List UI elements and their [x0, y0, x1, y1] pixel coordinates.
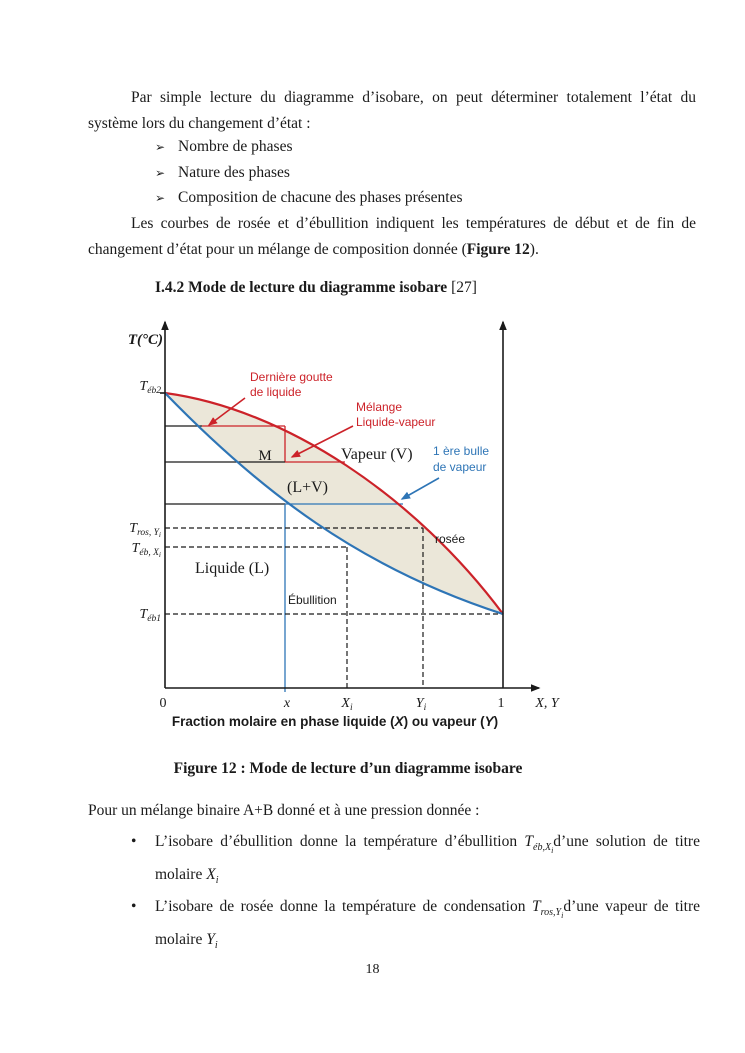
tick-teb-xi: $T_{éb, X}i$: [131, 541, 161, 559]
bullet-text: L’isobare de rosée donne la température de condensation: [155, 898, 533, 915]
paragraph-curves: [88, 211, 696, 263]
tick-teb2: $T_{éb2}$: [139, 379, 161, 396]
dot-bullet-list: [88, 826, 700, 956]
math-T: T: [532, 898, 541, 915]
arrow-bullet-list: [88, 134, 715, 211]
last-drop-annotation: Dernière goutte de liquide: [250, 370, 333, 399]
math-Xi: X: [206, 865, 216, 883]
tick-tros-yi: $T_{ros, Y}i$: [129, 521, 161, 539]
section-heading: [155, 278, 477, 298]
math-T-sub: éb,X: [533, 842, 552, 854]
math-T-subsub: i: [551, 846, 554, 856]
bullet-text: L’isobare d’ébullition donne la température d’ébullition: [155, 833, 525, 850]
vapor-region-label: Vapeur (V): [341, 446, 413, 463]
page-number: 18: [365, 962, 380, 977]
liquid-region-label: Liquide (L): [195, 560, 270, 577]
paragraph-intro: [88, 85, 696, 137]
x-axis-label: X, Y: [535, 696, 559, 711]
tick-xi: $X_i$: [341, 696, 353, 713]
arrow-bullet-icon: ➢: [155, 191, 166, 205]
boiling-curve-label: Ébullition: [288, 593, 337, 607]
mixture-annotation: Mélange Liquide-vapeur: [356, 400, 436, 429]
isobar-diagram: [95, 306, 565, 740]
dot-bullet-icon: •: [131, 898, 137, 915]
first-bubble-arrow: [402, 478, 439, 499]
dot-bullet-icon: •: [131, 833, 137, 850]
paragraph-intro-text: Par simple lecture du diagramme d’isobare, on peut déterminer totalement l’état du système lors du changement d’état :: [88, 89, 696, 132]
tick-teb1: $T_{éb1}$: [139, 607, 161, 624]
math-Xi-sub: i: [215, 874, 219, 886]
paragraph-curves-text: Les courbes de rosée et d’ébullition indiquent les températures de début et de fin de changement d’état pour un mélange de composition donnée (: [88, 215, 696, 258]
figure-caption: Figure 12 : Mode de lecture d’un diagramme isobare: [173, 760, 523, 777]
arrow-bullet-icon: ➢: [155, 165, 166, 180]
citation-reference: [27]: [451, 279, 477, 296]
math-Yi: Y: [206, 930, 215, 948]
bullet-text: d’une vapeur de titre molaire: [155, 898, 700, 948]
list-item-text: Composition de chacune des phases présentes: [178, 189, 463, 206]
first-bubble-annotation: 1 ère bulle de vapeur: [433, 444, 490, 474]
y-axis-label: T(°C): [127, 332, 163, 348]
list-item-text: Nature des phases: [178, 163, 290, 181]
list-item-ebullition: [88, 826, 700, 891]
two-phase-label: (L+V): [287, 479, 329, 496]
dew-curve-label: rosée: [435, 532, 466, 546]
list-item-rosee: [88, 891, 700, 956]
math-T-sub: ros,Y: [540, 907, 562, 919]
figure-reference: Figure 12: [466, 241, 530, 258]
point-m-label: M: [258, 448, 272, 464]
tick-yi: $Y_i$: [415, 696, 427, 713]
tick-one: 1: [497, 696, 505, 711]
tick-x: x: [283, 696, 291, 711]
list-item: [155, 134, 715, 160]
arrow-bullet-icon: ➢: [155, 140, 166, 154]
paragraph-melange: Pour un mélange binaire A+B donné et à une pression donnée :: [88, 802, 480, 819]
tick-zero: 0: [159, 696, 167, 711]
list-item-text: Nombre de phases: [178, 138, 293, 155]
paragraph-curves-end: ).: [529, 241, 539, 258]
math-T: T: [524, 833, 534, 850]
list-item: [155, 185, 715, 211]
section-heading-title: I.4.2 Mode de lecture du diagramme isobare: [155, 279, 448, 296]
math-T-subsub: i: [561, 911, 564, 921]
math-Yi-sub: i: [214, 939, 218, 951]
bullet-text: d’une solution de titre molaire: [155, 833, 700, 883]
x-axis-caption: Fraction molaire en phase liquide (X) ou vapeur (Y): [171, 714, 499, 729]
list-item: [155, 160, 715, 186]
